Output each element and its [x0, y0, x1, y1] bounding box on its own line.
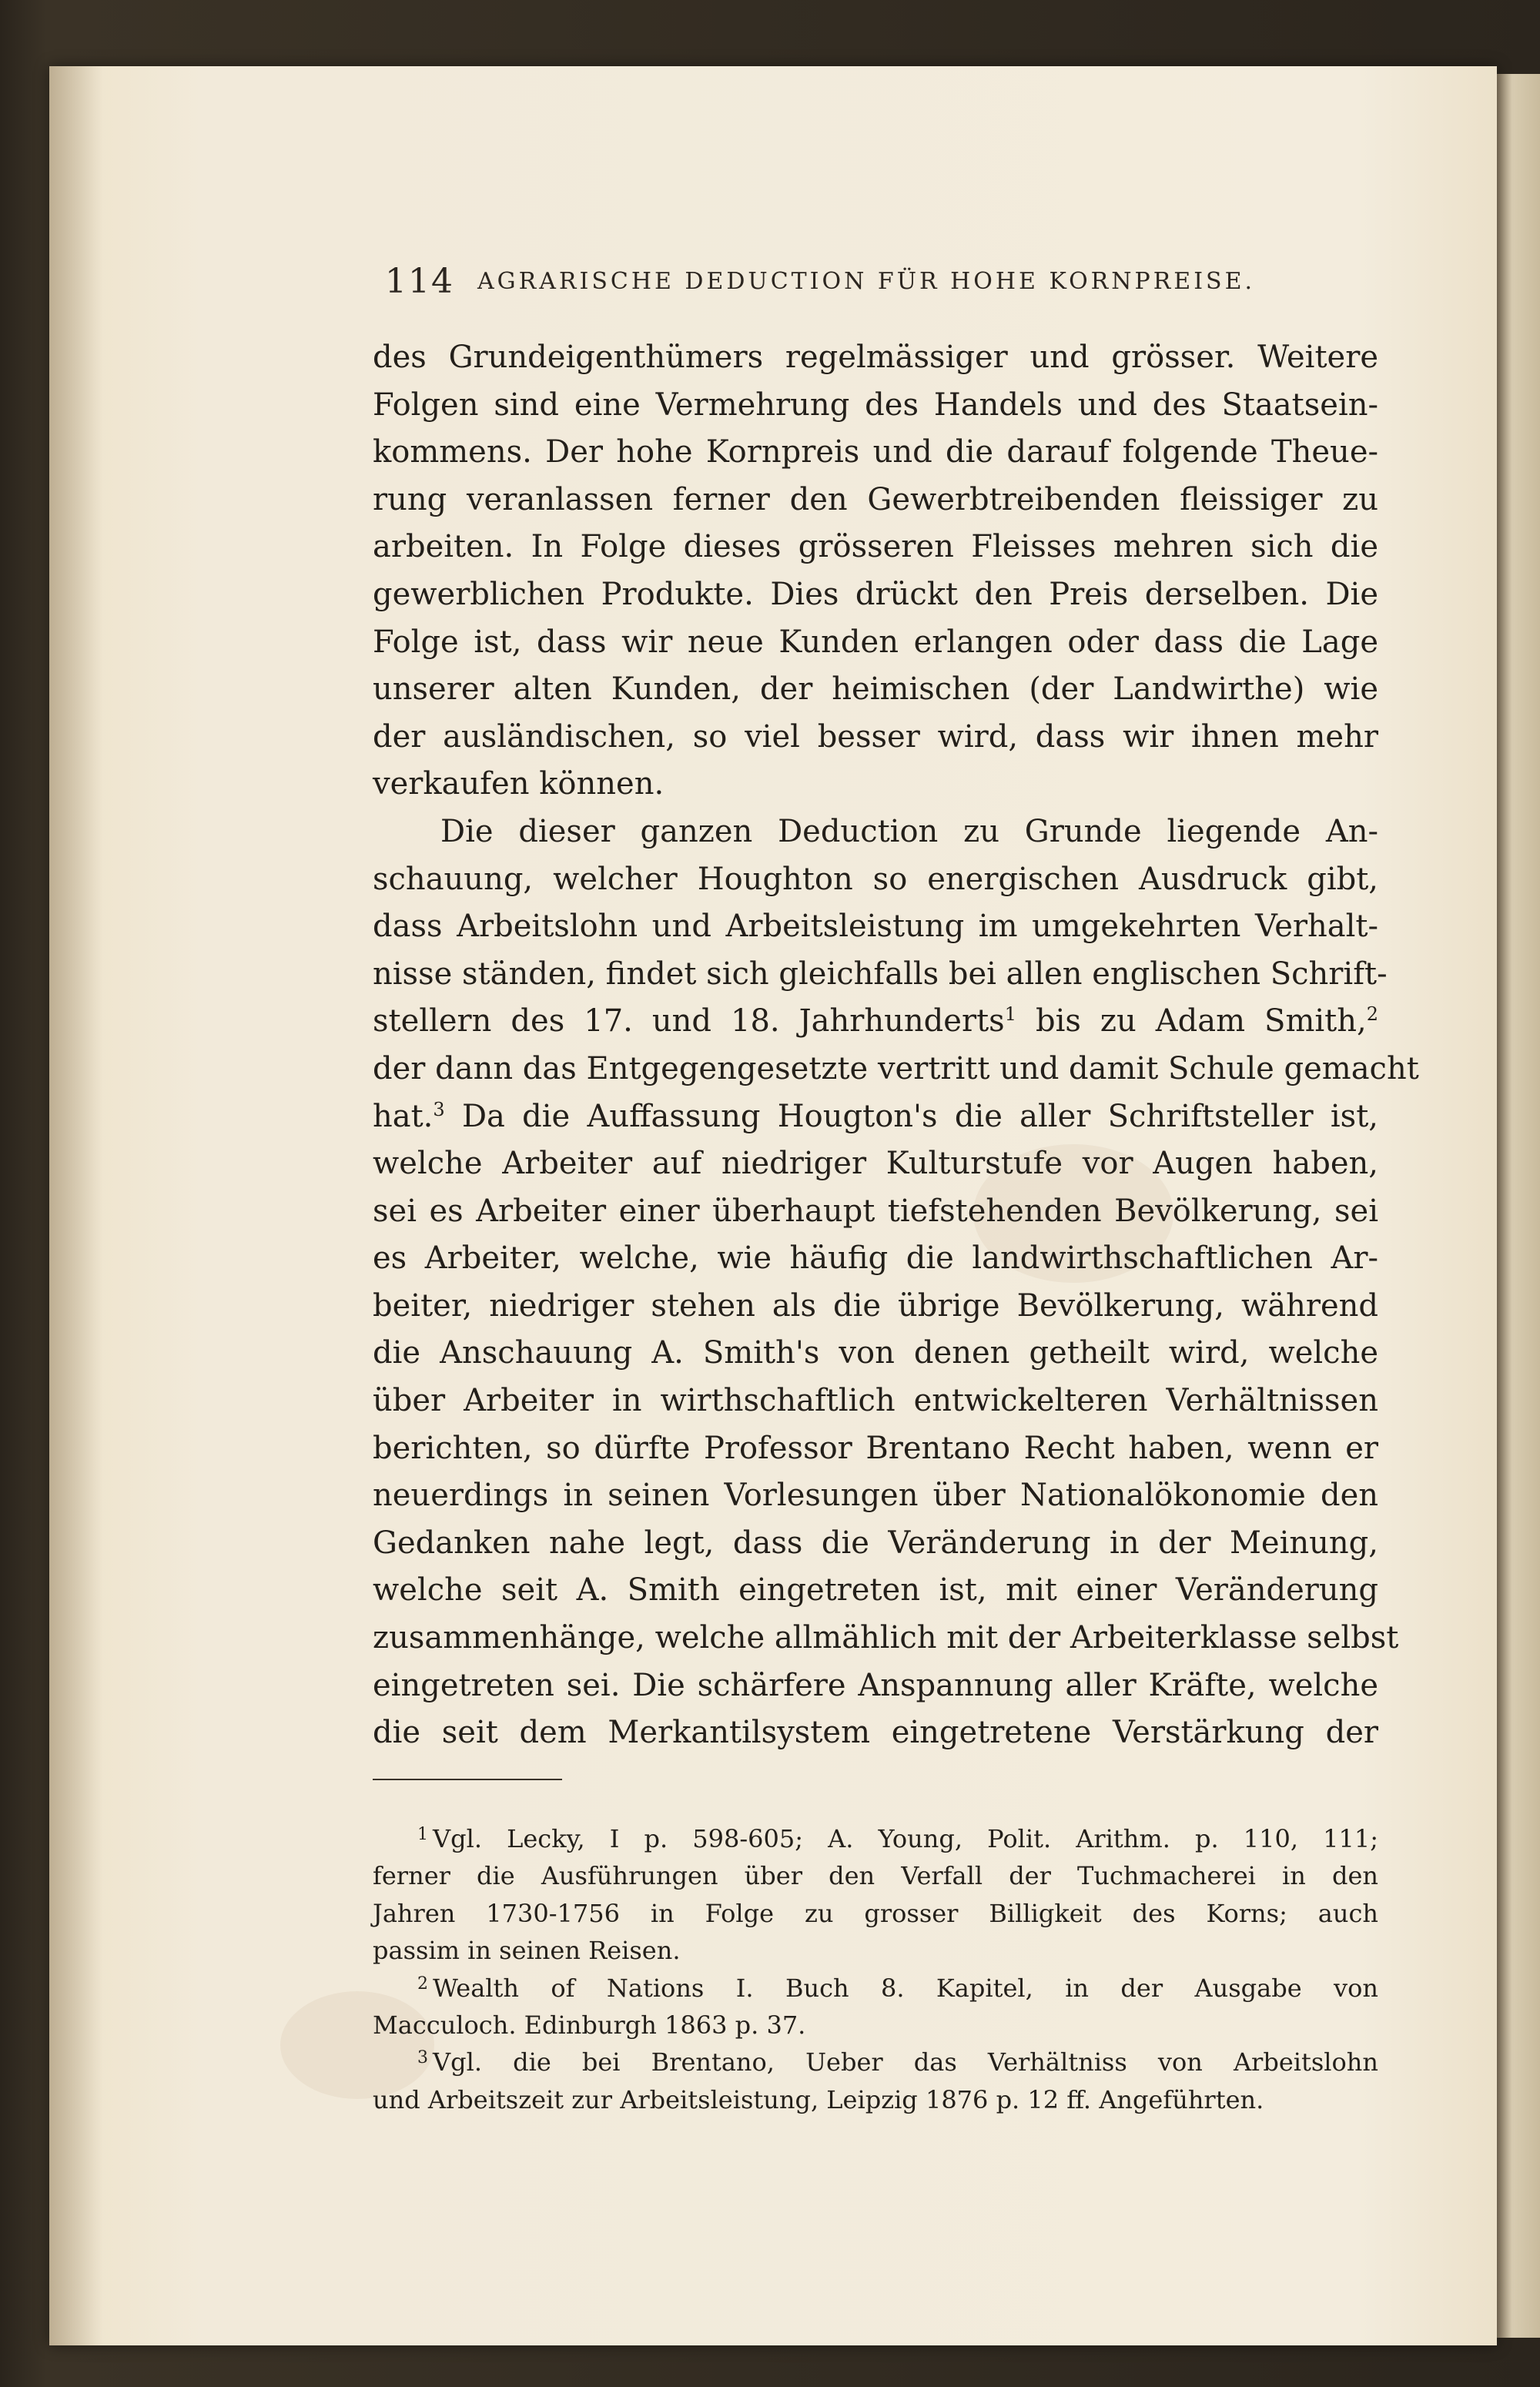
text-line: rung veranlassen ferner den Gewerbtreibenden fleissiger zu — [373, 481, 1378, 517]
running-head — [385, 262, 1386, 300]
text-line: die Anschauung A. Smith's von denen getheilt wird, welche — [373, 1335, 1378, 1371]
footnotes — [373, 1820, 1378, 2118]
text-line: sei es Arbeiter einer überhaupt tiefstehenden Bevölkerung, sei — [373, 1193, 1378, 1229]
text-line: schauung, welcher Houghton so energischen Ausdruck gibt, — [373, 861, 1378, 897]
text-line: eingetreten sei. Die schärfere Anspannung aller Kräfte, welche — [373, 1667, 1378, 1703]
footnote-line — [373, 2044, 1378, 2081]
footnote-line: passim in seinen Reisen. — [373, 1936, 681, 1966]
text-line-with-footnotes — [373, 998, 1378, 1046]
text-line: unserer alten Kunden, der heimischen (der Landwirthe) wie — [373, 671, 1378, 708]
text-segment: stellern des 17. und 18. Jahrhunderts — [373, 1003, 1005, 1040]
text-line: Die dieser ganzen Deduction zu Grunde liegende An- — [440, 813, 1378, 849]
text-line: Folgen sind eine Vermehrung des Handels und des Staatsein- — [373, 387, 1378, 423]
footnote-divider — [373, 1779, 562, 1780]
text-line: zusammenhänge, welche allmählich mit der Arbeiterklasse selbst — [373, 1620, 1399, 1656]
text-line: berichten, so dürfte Professor Brentano Recht haben, wenn er — [373, 1430, 1378, 1466]
text-line: neuerdings in seinen Vorlesungen über Nationalökonomie den — [373, 1478, 1378, 1514]
footnote-text: Wealth of Nations I. Buch 8. Kapitel, in der Ausgabe von — [433, 1973, 1378, 2003]
text-line: beiter, niedriger stehen als die übrige Bevölkerung, während — [373, 1287, 1378, 1324]
next-page-edge — [1497, 74, 1540, 2338]
text-line: welche seit A. Smith eingetreten ist, mit einer Veränderung — [373, 1572, 1378, 1609]
text-segment: Da die Auffassung Hougton's die aller Schriftsteller ist, — [444, 1098, 1378, 1134]
footnote-line: Macculoch. Edinburgh 1863 p. 37. — [373, 2010, 806, 2040]
footnote-line — [373, 1820, 1378, 1857]
footnote-text: Vgl. die bei Brentano, Ueber das Verhältniss von Arbeitslohn — [433, 2047, 1378, 2077]
text-line: Folge ist, dass wir neue Kunden erlangen oder dass die Lage — [373, 624, 1378, 660]
text-line: arbeiten. In Folge dieses grösseren Fleisses mehren sich die — [373, 529, 1378, 565]
footnote-number: 1 — [417, 1825, 428, 1844]
text-line: der ausländischen, so viel besser wird, dass wir ihnen mehr — [373, 718, 1378, 755]
footnote-number: 3 — [417, 2048, 428, 2068]
running-head-title: AGRARISCHE DEDUCTION FÜR HOHE KORNPREISE. — [477, 268, 1256, 295]
text-line: Gedanken nahe legt, dass die Veränderung in der Meinung, — [373, 1525, 1378, 1561]
text-segment: hat. — [373, 1098, 434, 1134]
text-line: kommens. Der hohe Kornpreis und die darauf folgende Theue- — [373, 434, 1378, 470]
page-gutter-shadow — [49, 66, 103, 2345]
text-line: des Grundeigenthümers regelmässiger und grösser. Weitere — [373, 340, 1378, 375]
footnote-marker[interactable]: 2 — [1366, 1003, 1378, 1026]
footnote-line — [373, 1970, 1378, 2007]
body-text — [373, 334, 1419, 1757]
footnote-text: Vgl. Lecky, I p. 598-605; A. Young, Polit. Arithm. p. 110, 111; — [433, 1824, 1378, 1853]
text-segment: bis zu Adam Smith, — [1016, 1003, 1367, 1040]
text-line: dass Arbeitslohn und Arbeitsleistung im umgekehrten Verhalt- — [373, 909, 1378, 945]
footnote-number: 2 — [417, 1974, 428, 1994]
footnote-line: Jahren 1730-1756 in Folge zu grosser Billigkeit des Korns; auch — [373, 1898, 1378, 1928]
footnote-line: ferner die Ausführungen über den Verfall der Tuchmacherei in den — [373, 1861, 1378, 1891]
footnote-marker[interactable]: 1 — [1004, 1003, 1016, 1026]
text-line: gewerblichen Produkte. Dies drückt den Preis derselben. Die — [373, 576, 1378, 612]
text-line: die seit dem Merkantilsystem eingetretene Verstärkung der — [373, 1715, 1378, 1751]
text-line: über Arbeiter in wirthschaftlich entwickelteren Verhältnissen — [373, 1383, 1378, 1419]
text-line: verkaufen können. — [373, 766, 665, 802]
text-line: der dann das Entgegengesetzte vertritt und damit Schule gemacht — [373, 1050, 1419, 1086]
text-line: welche Arbeiter auf niedriger Kulturstufe vor Augen haben, — [373, 1146, 1378, 1182]
footnote-line: und Arbeitszeit zur Arbeitsleistung, Leipzig 1876 p. 12 ff. Angeführten. — [373, 2084, 1264, 2114]
text-line-with-footnote — [373, 1093, 1378, 1141]
footnote-marker[interactable]: 3 — [433, 1098, 445, 1120]
text-line: es Arbeiter, welche, wie häufig die landwirthschaftlichen Ar- — [373, 1240, 1378, 1277]
text-line: nisse ständen, findet sich gleichfalls bei allen englischen Schrift- — [373, 956, 1388, 992]
page-number: 114 — [385, 262, 454, 301]
